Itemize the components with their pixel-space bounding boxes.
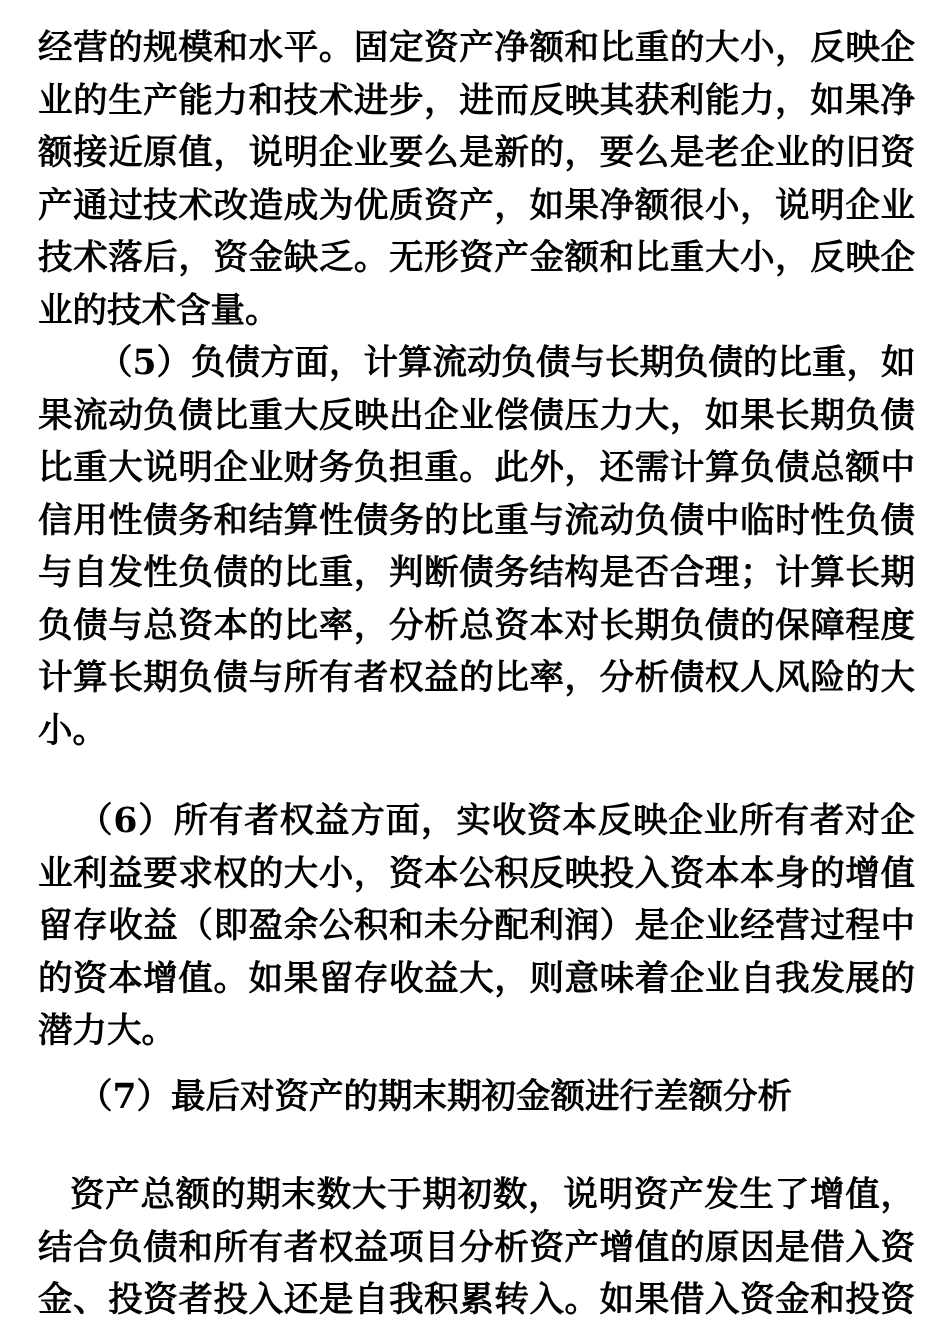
text-line: 负债与总资本的比率，分析总资本对长期负债的保障程度 [38,606,915,646]
text-line: 结合负债和所有者权益项目分析资产增值的原因是借入资 [38,1228,915,1268]
text-line: 业的技术含量。 [38,291,280,331]
text-line: 比重大说明企业财务负担重。此外，还需计算负债总额中 [38,448,915,488]
text-line: 金、投资者投入还是自我积累转入。如果借入资金和投资 [38,1280,915,1320]
text-line: 经营的规模和水平。固定资产净额和比重的大小，反映企 [38,28,915,68]
text-line: 的资本增值。如果留存收益大，则意味着企业自我发展的 [38,959,915,999]
text-line: 业的生产能力和技术进步，进而反映其获利能力，如果净 [38,81,915,121]
text-line: 产通过技术改造成为优质资产，如果净额很小，说明企业 [38,186,915,226]
text-line: 留存收益（即盈余公积和未分配利润）是企业经营过程中 [38,906,915,946]
text-line: 小。 [38,711,107,751]
section-heading: （7）最后对资产的期末期初金额进行差额分析 [78,1077,793,1117]
text-line: 与自发性负债的比重，判断债务结构是否合理；计算长期 [38,553,915,593]
text-line: 资产总额的期末数大于期初数，说明资产发生了增值， [70,1175,915,1215]
text-line: 技术落后，资金缺乏。无形资产金额和比重大小，反映企 [38,238,915,278]
text-line: 额接近原值，说明企业要么是新的，要么是老企业的旧资 [38,133,915,173]
text-line: 计算长期负债与所有者权益的比率，分析债权人风险的大 [38,658,915,698]
text-line: 果流动负债比重大反映出企业偿债压力大，如果长期负债 [38,396,915,436]
text-line: （5）负债方面，计算流动负债与长期负债的比重，如 [98,343,916,383]
text-line: 信用性债务和结算性债务的比重与流动负债中临时性负债 [38,501,915,541]
text-line: （6）所有者权益方面，实收资本反映企业所有者对企 [78,801,915,841]
text-line: 业利益要求权的大小，资本公积反映投入资本本身的增值 [38,854,915,894]
text-line: 潜力大。 [38,1011,176,1051]
